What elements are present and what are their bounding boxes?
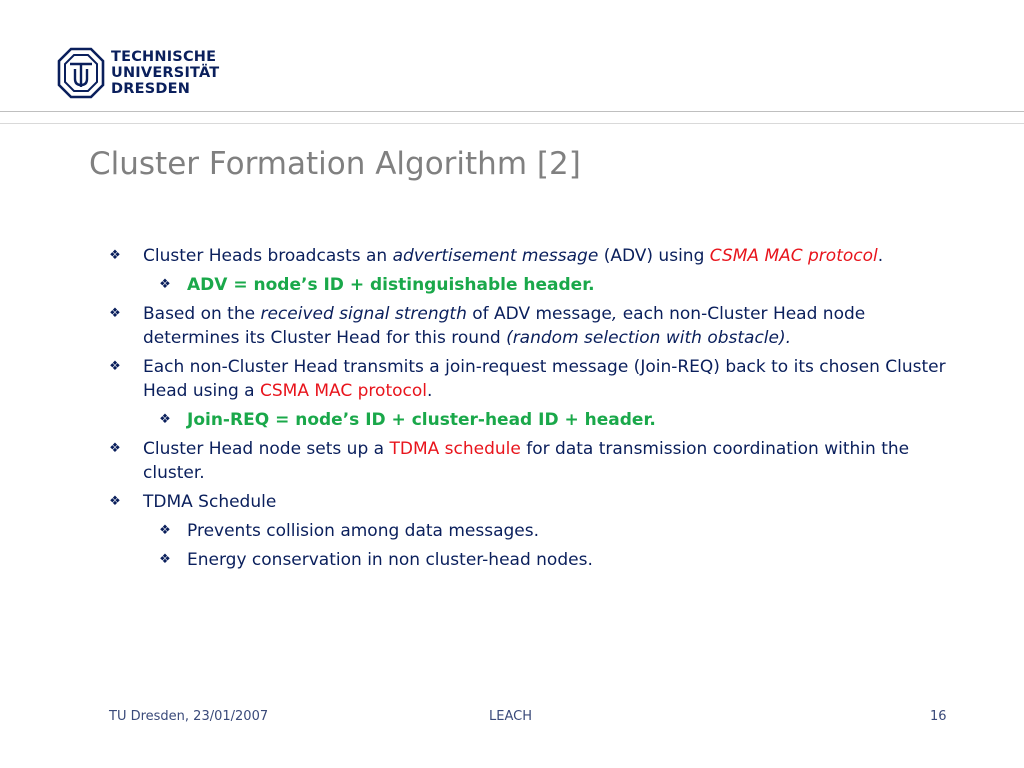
bullet-text: . <box>426 381 433 401</box>
bullet-text: Cluster Heads broadcasts an <box>143 246 393 266</box>
bullet-cluster-head-broadcast <box>105 244 965 268</box>
footer-topic: LEACH <box>489 709 532 724</box>
diamond-bullet-icon: ❖ <box>109 248 121 263</box>
logo-wordmark <box>111 49 219 97</box>
slide-title: Cluster Formation Algorithm [2] <box>89 146 581 182</box>
sub-bullet-energy-conservation <box>105 548 965 572</box>
bullet-text: . <box>877 246 884 266</box>
emphasis-text: received signal strength <box>260 304 467 324</box>
emphasis-text: , <box>611 304 618 324</box>
red-emphasis-text: CSMA MAC protocol <box>709 246 878 266</box>
emphasis-text: advertisement message <box>392 246 599 266</box>
tu-dresden-emblem-icon <box>57 47 105 99</box>
bullet-tdma-setup <box>105 437 965 485</box>
sub-bullet-adv-definition <box>105 273 965 297</box>
diamond-bullet-icon: ❖ <box>109 306 121 321</box>
diamond-bullet-icon: ❖ <box>159 523 171 538</box>
bullet-text: TDMA Schedule <box>143 492 277 512</box>
bullet-tdma-schedule <box>105 490 965 514</box>
page-number: 16 <box>930 709 947 724</box>
university-logo <box>57 46 227 100</box>
green-emphasis-text: Join-REQ = node’s ID + cluster-head ID + header. <box>187 410 656 430</box>
diamond-bullet-icon: ❖ <box>159 412 171 427</box>
diamond-bullet-icon: ❖ <box>159 277 171 292</box>
bullet-text: (ADV) using <box>598 246 710 266</box>
emphasis-text: (random selection with obstacle). <box>506 328 792 348</box>
footer-date: TU Dresden, 23/01/2007 <box>109 709 269 724</box>
red-emphasis-text: CSMA MAC protocol <box>260 381 427 401</box>
diamond-bullet-icon: ❖ <box>109 359 121 374</box>
header-divider <box>0 111 1024 112</box>
sub-bullet-join-req-definition <box>105 408 965 432</box>
bullet-join-request <box>105 355 965 403</box>
bullet-text: Cluster Head node sets up a <box>143 439 390 459</box>
logo-line-1: TECHNISCHE <box>111 49 217 65</box>
bullet-text: each non-Cluster Head node determines its Cluster Head for this round <box>143 304 866 348</box>
bullet-text: Energy conservation in non cluster-head nodes. <box>187 550 593 570</box>
sub-bullet-prevents-collision <box>105 519 965 543</box>
bullet-text: Each non-Cluster Head transmits a join-request message (Join-REQ) back to its chosen Cluster Head using a <box>143 357 946 401</box>
logo-line-3: DRESDEN <box>111 81 191 97</box>
bullet-text: of ADV message <box>466 304 612 324</box>
bullet-text: Prevents collision among data messages. <box>187 521 540 541</box>
bullet-signal-strength <box>105 302 965 350</box>
diamond-bullet-icon: ❖ <box>109 441 121 456</box>
logo-line-2: UNIVERSITÄT <box>111 65 220 81</box>
red-emphasis-text: TDMA schedule <box>389 439 521 459</box>
diamond-bullet-icon: ❖ <box>109 494 121 509</box>
bullet-text: for data transmission coordination within the cluster. <box>143 439 910 483</box>
header-divider-secondary <box>0 123 1024 124</box>
slide-body <box>105 244 965 577</box>
diamond-bullet-icon: ❖ <box>159 552 171 567</box>
bullet-text: Based on the <box>143 304 261 324</box>
green-emphasis-text: ADV = node’s ID + distinguishable header. <box>187 275 595 295</box>
